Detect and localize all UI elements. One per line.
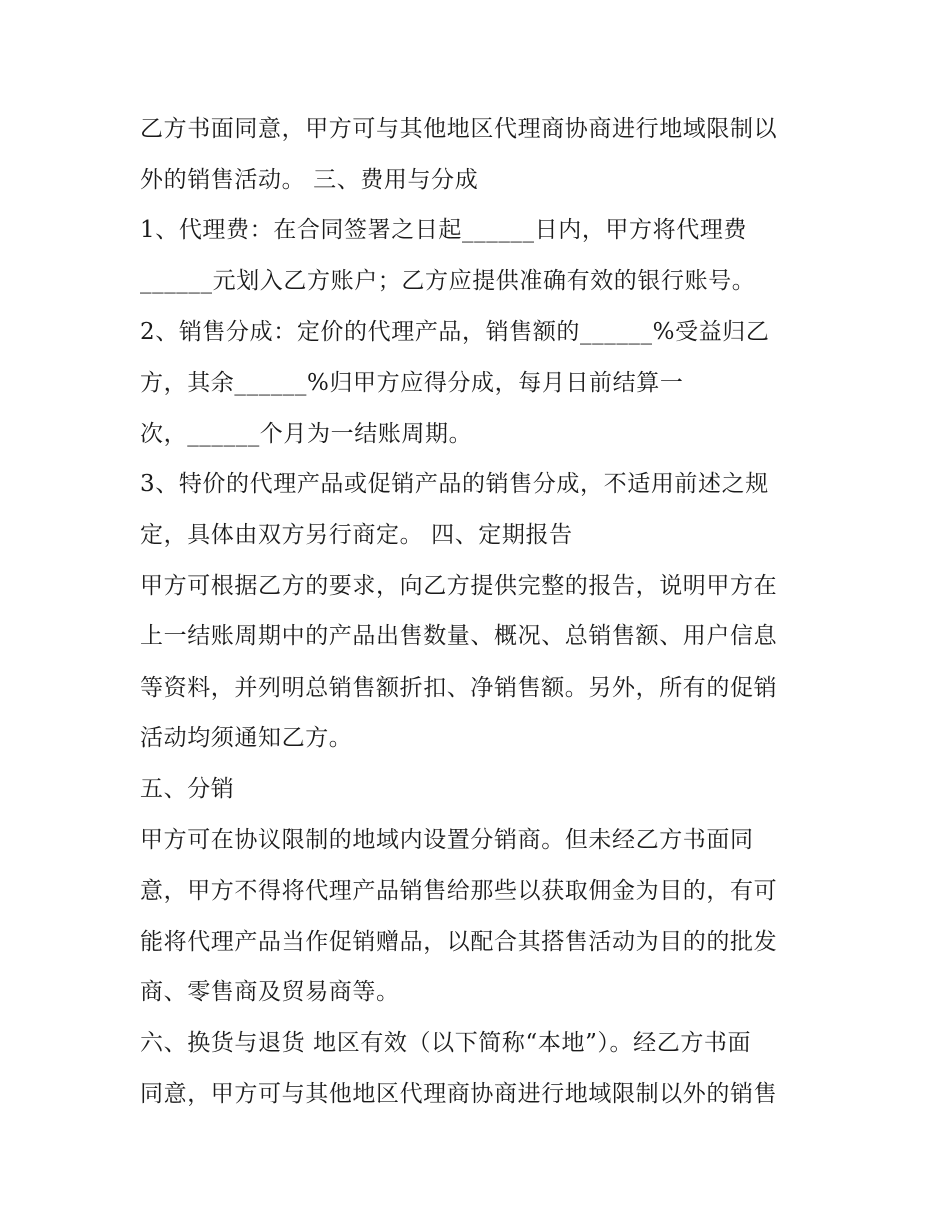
text-line: 上一结账周期中的产品出售数量、概况、总销售额、用户信息 [140,623,778,649]
text-line: 次，______个月为一结账周期。 [140,421,473,447]
text-line: 同意，甲方可与其他地区代理商协商进行地域限制以外的销售 [140,1081,778,1107]
text-line: 能将代理产品当作促销赠品，以配合其搭售活动为目的的批发 [140,929,778,955]
text-line: ______元划入乙方账户；乙方应提供准确有效的银行账号。 [140,268,756,294]
text-line: 定，具体由双方另行商定。 四、定期报告 [140,522,573,548]
text-line: 六、换货与退货 地区有效（以下简称“本地”）。经乙方书面 [140,1030,752,1056]
text-line: 甲方可根据乙方的要求，向乙方提供完整的报告，说明甲方在 [140,573,778,599]
text-line: 甲方可在协议限制的地域内设置分销商。但未经乙方书面同 [140,827,754,853]
text-line: 活动均须通知乙方。 [140,725,353,751]
text-line: 外的销售活动。 三、费用与分成 [140,167,479,193]
text-line: 意，甲方不得将代理产品销售给那些以获取佣金为目的，有可 [140,878,778,904]
text-line: 1、代理费：在合同签署之日起______日内，甲方将代理费 [140,217,748,243]
text-line: 乙方书面同意，甲方可与其他地区代理商协商进行地域限制以 [140,116,778,142]
section-heading: 五、分销 [140,776,235,802]
text-line: 方，其余______%归甲方应得分成，每月日前结算一 [140,370,684,396]
text-line: 等资料，并列明总销售额折扣、净销售额。另外，所有的促销 [140,675,778,701]
text-line: 2、销售分成：定价的代理产品，销售额的______%受益归乙 [140,319,770,345]
text-line: 商、零售商及贸易商等。 [140,979,400,1005]
text-line: 3、特价的代理产品或促销产品的销售分成，不适用前述之规 [140,471,769,497]
